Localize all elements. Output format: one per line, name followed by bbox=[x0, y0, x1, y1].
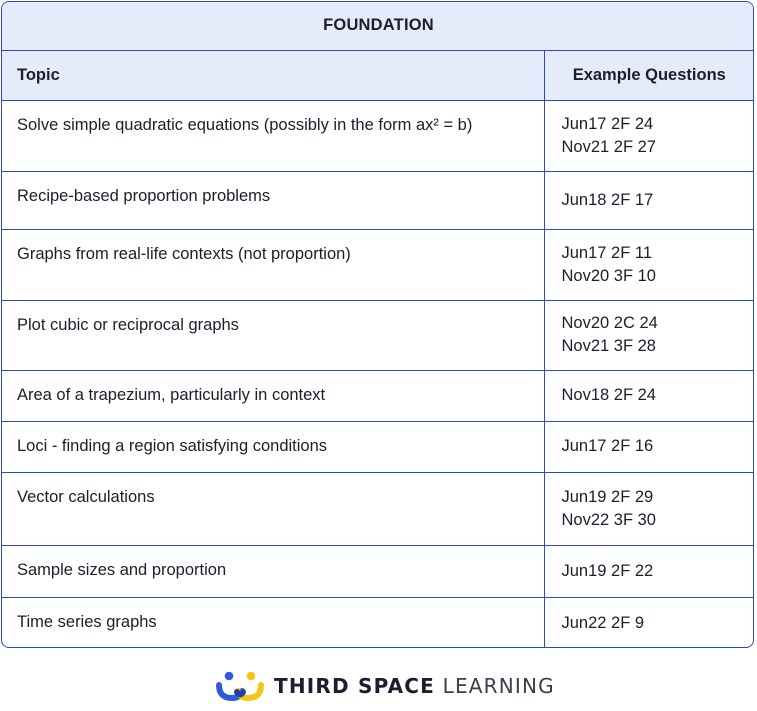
questions-cell bbox=[544, 472, 754, 545]
foundation-table bbox=[1, 1, 754, 648]
questions-cell bbox=[544, 370, 754, 421]
topic-cell: Graphs from real-life contexts (not proportion) bbox=[2, 229, 544, 300]
questions-cell bbox=[544, 421, 754, 472]
table-row bbox=[2, 545, 754, 597]
question-ref: Nov20 2C 24 bbox=[561, 314, 658, 332]
table-title: FOUNDATION bbox=[2, 2, 754, 50]
topic-cell: Area of a trapezium, particularly in context bbox=[2, 370, 544, 421]
question-ref: Nov21 2F 27 bbox=[561, 137, 656, 156]
questions-cell bbox=[544, 545, 754, 597]
topic-cell: Plot cubic or reciprocal graphs bbox=[2, 300, 544, 370]
table-row bbox=[2, 597, 754, 648]
question-ref: Jun17 2F 24 bbox=[561, 114, 654, 133]
question-ref: Jun18 2F 17 bbox=[561, 190, 654, 209]
table-header-row bbox=[2, 50, 754, 100]
third-space-learning-logo-icon bbox=[216, 671, 264, 701]
logo-dot-yellow bbox=[247, 672, 256, 681]
topic-cell: Sample sizes and proportion bbox=[2, 545, 544, 597]
questions-cell bbox=[544, 300, 754, 370]
topic-cell: Time series graphs bbox=[2, 597, 544, 648]
questions-cell bbox=[544, 597, 754, 648]
table-row bbox=[2, 100, 754, 171]
table-row bbox=[2, 229, 754, 300]
logo-arc-overlap bbox=[237, 692, 243, 695]
topic-cell: Vector calculations bbox=[2, 472, 544, 545]
topics-table bbox=[2, 2, 754, 648]
topic-cell: Solve simple quadratic equations (possibly in the form ax² = b) bbox=[2, 100, 544, 171]
question-ref: Jun17 2F 16 bbox=[561, 437, 654, 455]
question-ref: Jun22 2F 9 bbox=[561, 613, 645, 632]
table-row bbox=[2, 171, 754, 229]
column-header-example-questions: Example Questions bbox=[544, 50, 754, 100]
table-row bbox=[2, 421, 754, 472]
questions-cell bbox=[544, 100, 754, 171]
questions-cell bbox=[544, 171, 754, 229]
logo-text-light: LEARNING bbox=[442, 674, 555, 698]
topic-cell: Loci - finding a region satisfying conditions bbox=[2, 421, 544, 472]
logo-text-bold: THIRD SPACE bbox=[274, 674, 436, 698]
column-header-topic: Topic bbox=[2, 50, 544, 100]
question-ref: Jun19 2F 22 bbox=[561, 561, 654, 580]
table-title-row bbox=[2, 2, 754, 50]
table-row bbox=[2, 300, 754, 370]
table-row bbox=[2, 370, 754, 421]
question-ref: Jun19 2F 29 bbox=[561, 487, 654, 506]
questions-cell bbox=[544, 229, 754, 300]
question-ref: Nov18 2F 24 bbox=[561, 386, 656, 404]
topic-cell: Recipe-based proportion problems bbox=[2, 171, 544, 229]
question-ref: Jun17 2F 11 bbox=[561, 243, 653, 262]
question-ref: Nov22 3F 30 bbox=[561, 510, 656, 529]
logo-wordmark bbox=[274, 674, 555, 698]
question-ref: Nov20 3F 10 bbox=[561, 266, 656, 285]
question-ref: Nov21 3F 28 bbox=[561, 337, 656, 355]
table-row bbox=[2, 472, 754, 545]
logo-dot-blue bbox=[225, 672, 234, 681]
third-space-learning-logo bbox=[216, 670, 555, 702]
